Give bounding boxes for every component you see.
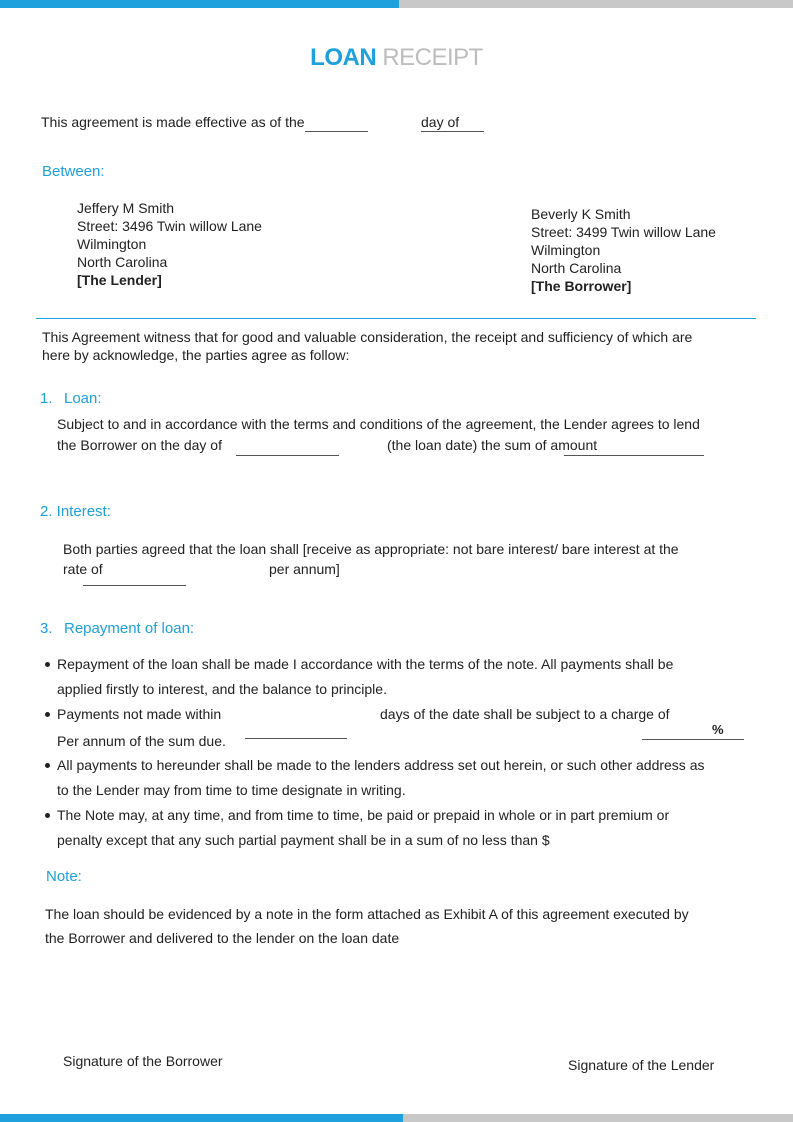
section1-line2a: the Borrower on the day of	[57, 437, 222, 453]
lender-name: Jeffery M Smith	[77, 200, 174, 216]
percent-sign: %	[712, 722, 724, 737]
date-blank[interactable]	[305, 131, 368, 132]
borrower-city: Wilmington	[531, 242, 601, 258]
title-part1: LOAN	[310, 44, 377, 71]
between-label: Between:	[42, 163, 105, 180]
bottom-accent-bar	[0, 1114, 403, 1122]
note-heading: Note:	[46, 868, 82, 885]
bullet3-line1: All payments to hereunder shall be made to the lenders address set out herein, or such other address as	[57, 757, 705, 773]
section1-line1: Subject to and in accordance with the terms and conditions of the agreement, the Lender agrees to lend	[57, 416, 700, 432]
note-line2: the Borrower and delivered to the lender on the loan date	[45, 930, 400, 946]
top-muted-bar	[399, 0, 793, 8]
section1-title: Loan:	[64, 390, 102, 407]
section1-number: 1.	[40, 390, 53, 407]
bullet3-line2: to the Lender may from time to time designate in writing.	[57, 782, 406, 798]
bullet-dot	[45, 763, 50, 768]
borrower-name: Beverly K Smith	[531, 206, 631, 222]
bullet1-line2: applied firstly to interest, and the balance to principle.	[57, 681, 387, 697]
bullet2-line2: Per annum of the sum due.	[57, 733, 226, 749]
section2-line2a: rate of	[63, 561, 103, 577]
borrower-state: North Carolina	[531, 260, 622, 276]
bullet1-line1: Repayment of the loan shall be made I accordance with the terms of the note. All payments shall be	[57, 656, 674, 672]
lender-city: Wilmington	[77, 236, 147, 252]
section3-number: 3.	[40, 620, 53, 637]
lender-role: [The Lender]	[77, 272, 162, 288]
days-blank[interactable]	[245, 738, 347, 739]
bullet-dot	[45, 813, 50, 818]
interest-rate-blank[interactable]	[83, 585, 186, 586]
witness-line1: This Agreement witness that for good and valuable consideration, the receipt and sufficiency of which are	[42, 329, 693, 345]
document-title	[0, 44, 793, 72]
bullet4-line1: The Note may, at any time, and from time to time, be paid or prepaid in whole or in part premium or	[57, 807, 670, 823]
bullet-dot	[45, 712, 50, 717]
signature-lender: Signature of the Lender	[568, 1057, 715, 1073]
bullet-dot	[45, 662, 50, 667]
bottom-muted-bar	[403, 1114, 793, 1122]
day-of-blank[interactable]	[421, 131, 484, 132]
witness-line2: here by acknowledge, the parties agree as follow:	[42, 347, 350, 363]
intro-text: This agreement is made effective as of the	[41, 114, 305, 130]
top-accent-bar	[0, 0, 399, 8]
note-line1: The loan should be evidenced by a note in the form attached as Exhibit A of this agreement executed by	[45, 906, 689, 922]
section2-line2b: per annum]	[269, 561, 340, 577]
section-divider	[36, 318, 756, 319]
percent-blank[interactable]	[642, 739, 744, 740]
lender-state: North Carolina	[77, 254, 168, 270]
section2-line1: Both parties agreed that the loan shall [receive as appropriate: not bare interest/ bare interest at the	[63, 541, 679, 557]
title-part2: RECEIPT	[382, 44, 483, 71]
bullet4-line2: penalty except that any such partial payment shall be in a sum of no less than $	[57, 832, 550, 848]
loan-amount-blank[interactable]	[564, 455, 704, 456]
borrower-street: Street: 3499 Twin willow Lane	[531, 224, 716, 240]
lender-street: Street: 3496 Twin willow Lane	[77, 218, 262, 234]
section2-heading: 2. Interest:	[40, 503, 111, 520]
bullet2-part-a: Payments not made within	[57, 706, 222, 722]
signature-borrower: Signature of the Borrower	[63, 1053, 223, 1069]
loan-date-blank[interactable]	[236, 455, 339, 456]
borrower-role: [The Borrower]	[531, 278, 632, 294]
bullet2-part-b: days of the date shall be subject to a charge of	[380, 706, 670, 722]
section1-line2b: (the loan date) the sum of amount	[387, 437, 598, 453]
intro-day-of: day of	[421, 114, 460, 130]
section3-title: Repayment of loan:	[64, 620, 195, 637]
